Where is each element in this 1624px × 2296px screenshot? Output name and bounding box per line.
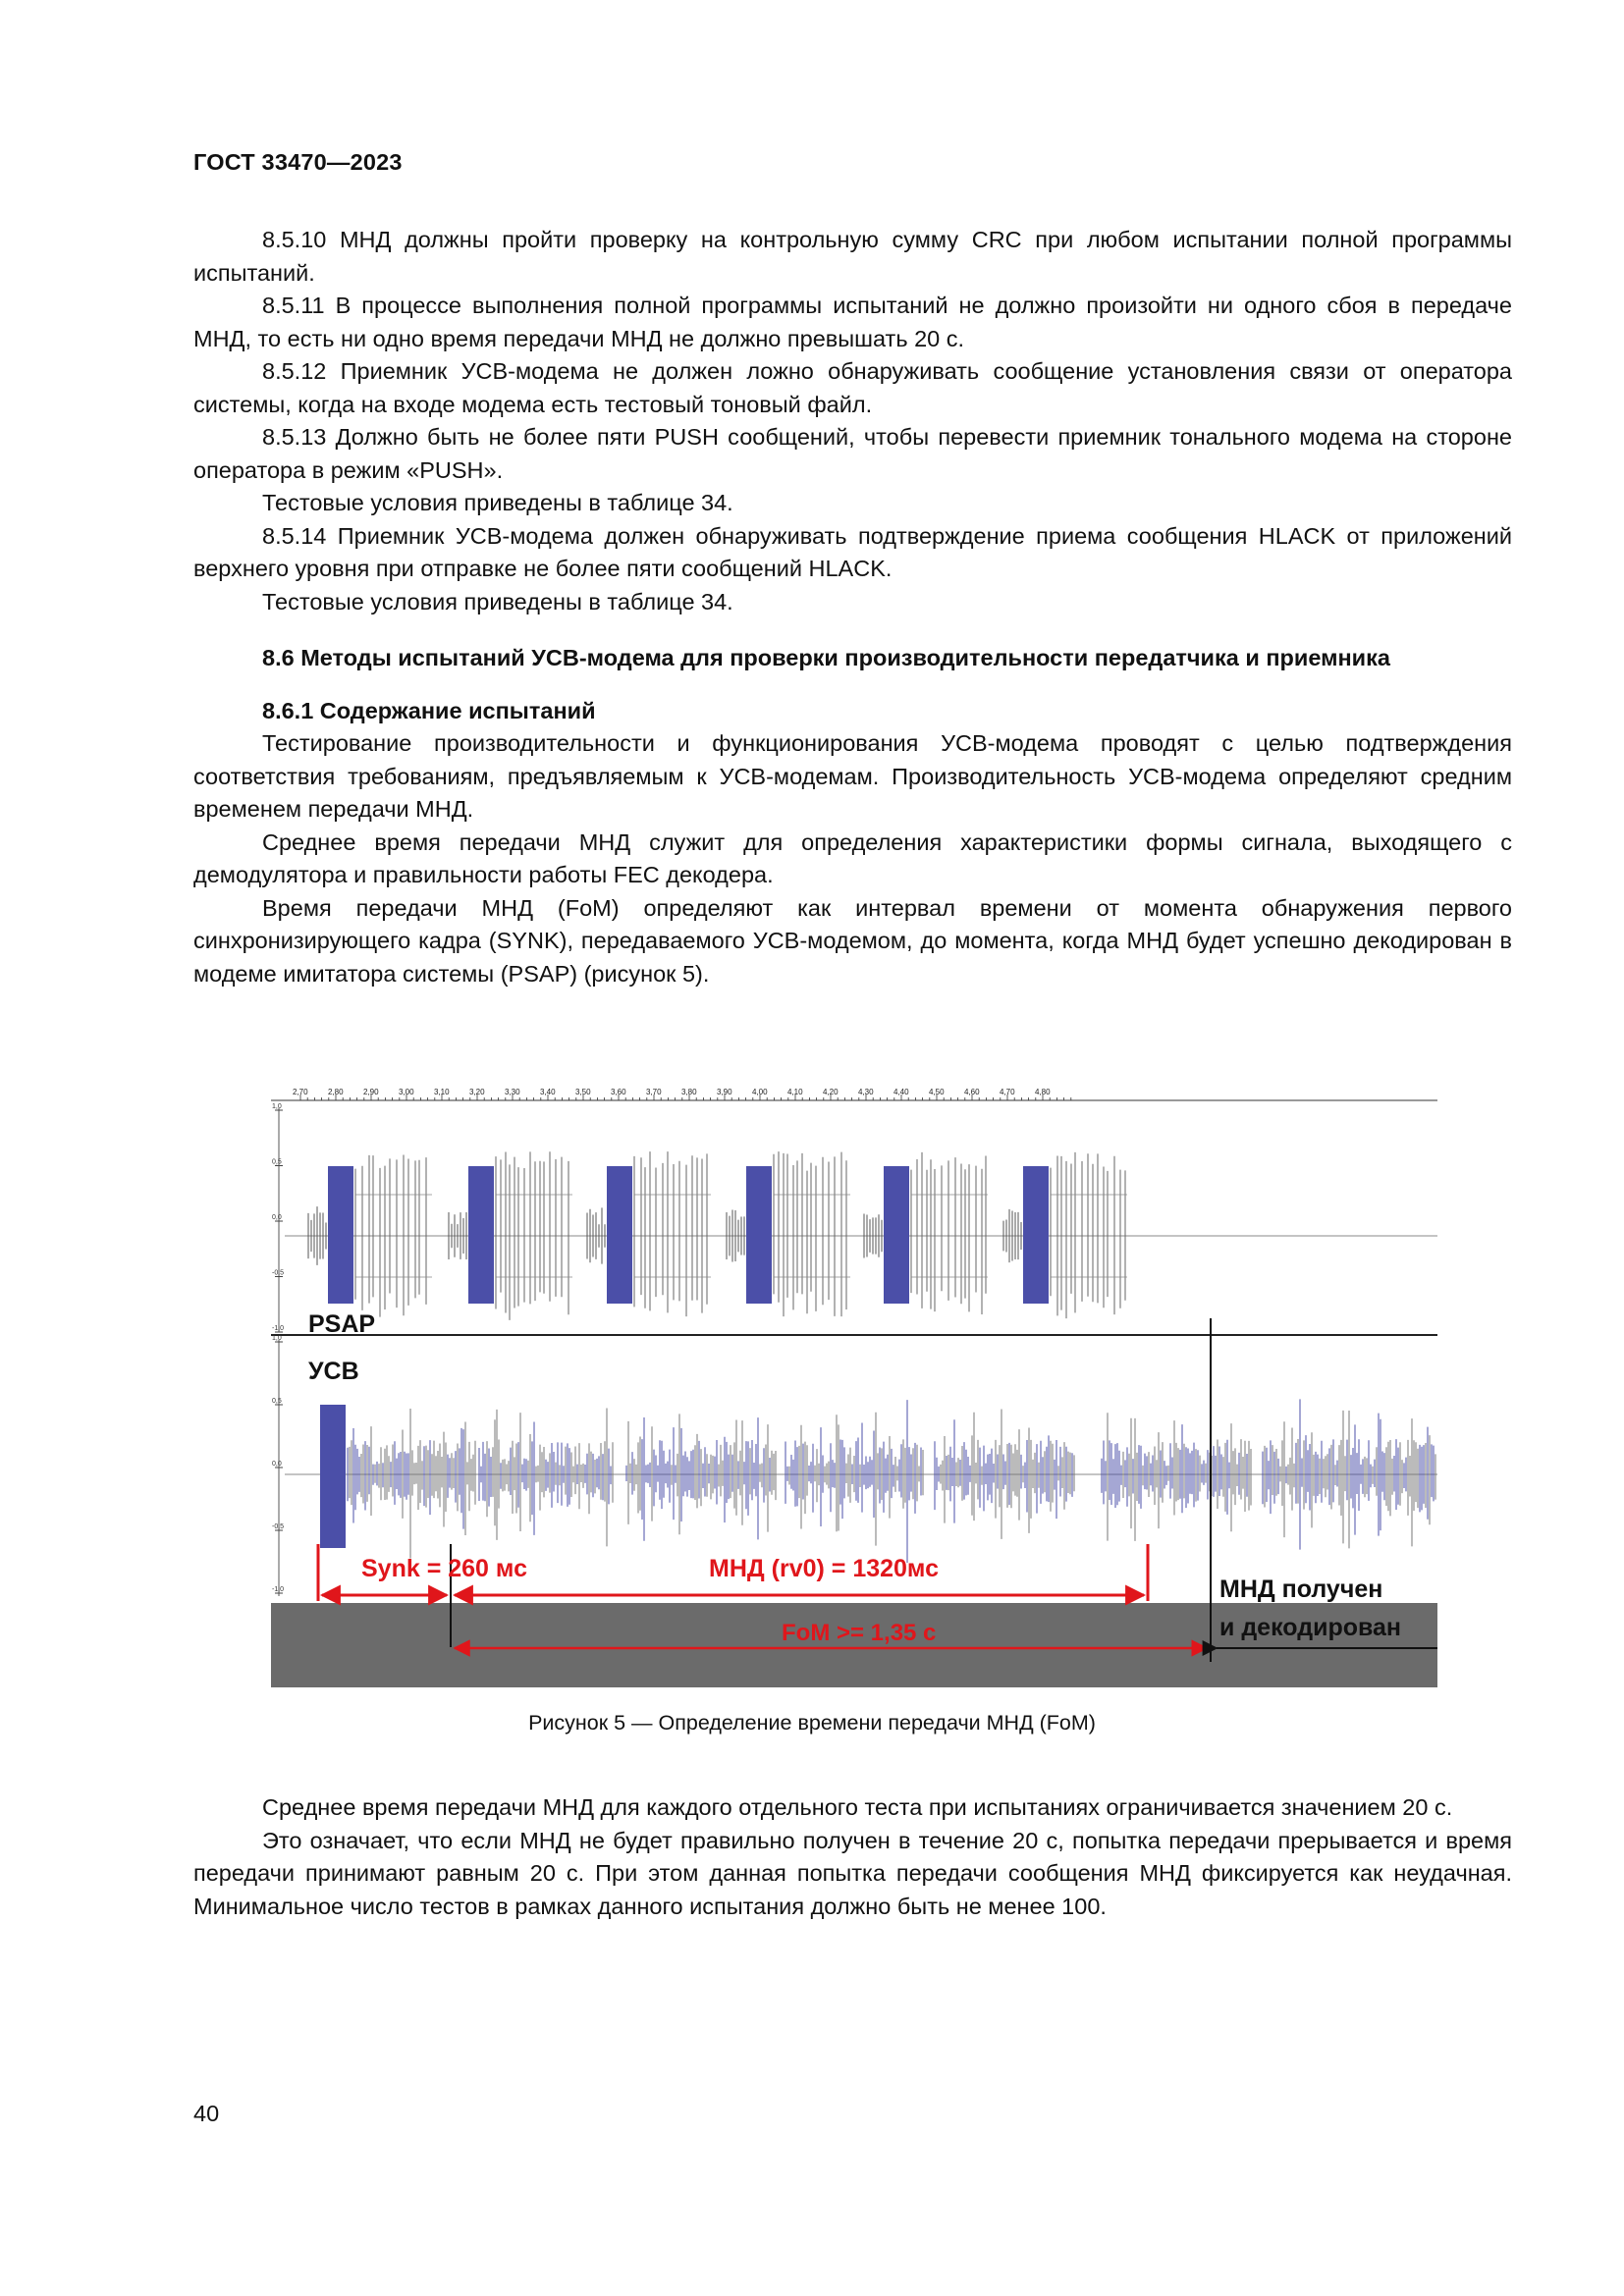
amplitude-tick-label: -1,0 (272, 1586, 285, 1593)
time-tick-label: 4,00 (752, 1088, 768, 1096)
time-tick-label: 3,40 (540, 1088, 556, 1096)
amplitude-tick-label: 0,5 (272, 1158, 282, 1166)
amplitude-tick-label: -0,5 (272, 1269, 285, 1277)
paragraph-fom-definition: Время передачи МНД (FoM) определяют как интервал времени от момента обнаружения первого синхронизирующего кадра (SYNK), передаваемого УСВ-модемом, до момента, когда МНД будет успешно декодирован в модеме имитатора системы (PSAP) (рисунок 5). (193, 894, 1512, 987)
paragraph-8-5-11: 8.5.11 В процессе выполнения полной программы испытаний не должно произойти ни одного сбоя в передаче МНД, то есть ни одно время передачи МНД не должно превышать 20 с. (193, 293, 1512, 351)
time-tick-label: 4,30 (858, 1088, 874, 1096)
time-tick-label: 4,60 (964, 1088, 980, 1096)
paragraph-test-conditions-2: Тестовые условия приведены в таблице 34. (262, 588, 733, 614)
paragraph-8-5-10: 8.5.10 МНД должны пройти проверку на контрольную сумму CRC при любом испытании полной программы испытаний. (193, 227, 1512, 286)
psap-burst (328, 1166, 353, 1304)
psap-burst (746, 1166, 772, 1304)
standard-header: ГОСТ 33470—2023 (193, 149, 403, 175)
time-tick-label: 4,70 (1000, 1088, 1015, 1096)
time-tick-label: 3,60 (611, 1088, 626, 1096)
page-number: 40 (193, 2101, 220, 2126)
time-tick-label: 3,50 (575, 1088, 591, 1096)
time-tick-label: 4,10 (787, 1088, 803, 1096)
time-tick-label: 3,80 (681, 1088, 697, 1096)
usv-label: УСВ (308, 1358, 359, 1385)
amplitude-tick-label: -0,5 (272, 1523, 285, 1530)
section-8-5-text (193, 224, 1512, 990)
fom-label: FoM >= 1,35 с (782, 1620, 937, 1646)
time-tick-label: 3,10 (434, 1088, 450, 1096)
psap-burst (884, 1166, 909, 1304)
amplitude-tick-label: 0,5 (272, 1398, 282, 1405)
mnd-label: МНД (rv0) = 1320мс (709, 1555, 939, 1582)
amplitude-tick-label: 0,0 (272, 1461, 282, 1468)
psap-burst (468, 1166, 494, 1304)
synk-label: Synk = 260 мс (361, 1555, 527, 1582)
paragraph-8-5-14: 8.5.14 Приемник УСВ-модема должен обнаруживать подтверждение приема сообщения HLACK от приложений верхнего уровня при отправке не более пяти сообщений HLACK. (193, 522, 1512, 581)
psap-label: PSAP (308, 1310, 376, 1338)
amplitude-tick-label: 1,0 (272, 1335, 282, 1342)
waveform-diagram (271, 1083, 1437, 1687)
time-tick-label: 3,70 (646, 1088, 662, 1096)
time-tick-label: 4,40 (893, 1088, 909, 1096)
received-label-line2: и декодирован (1219, 1614, 1402, 1641)
time-tick-label: 4,20 (823, 1088, 839, 1096)
time-tick-label: 4,80 (1035, 1088, 1051, 1096)
paragraph-time-limit: Среднее время передачи МНД для каждого отдельного теста при испытаниях ограничивается значением 20 с. (262, 1794, 1453, 1820)
time-tick-label: 2,70 (293, 1088, 308, 1096)
paragraph-8-5-13: 8.5.13 Должно быть не более пяти PUSH сообщений, чтобы перевести приемник тонального модема на стороне оператора в режим «PUSH». (193, 424, 1512, 483)
received-label-line1: МНД получен (1219, 1575, 1383, 1603)
paragraph-average-time: Среднее время передачи МНД служит для определения характеристики формы сигнала, выходящего с демодулятора и правильности работы FEC декодера. (193, 828, 1512, 887)
paragraph-testing-purpose: Тестирование производительности и функционирования УСВ-модема проводят с целью подтверждения соответствия требованиям, предъявляемым к УСВ-модемам. Производительность УСВ-модема определяют средним временем передачи МНД. (193, 730, 1512, 822)
time-tick-label: 4,50 (929, 1088, 945, 1096)
time-tick-label: 2,80 (328, 1088, 344, 1096)
section-bottom-text (193, 1791, 1512, 1923)
amplitude-tick-label: 1,0 (272, 1103, 282, 1110)
time-tick-label: 3,20 (469, 1088, 485, 1096)
time-tick-label: 3,30 (505, 1088, 520, 1096)
paragraph-test-conditions-1: Тестовые условия приведены в таблице 34. (262, 490, 733, 515)
amplitude-tick-label: 0,0 (272, 1214, 282, 1221)
amplitude-tick-label: -1,0 (272, 1325, 285, 1332)
paragraph-time-limit-meaning: Это означает, что если МНД не будет правильно получен в течение 20 с, попытка передачи прерывается и время передачи принимают равным 20 с. При этом данная попытка передачи сообщения МНД фиксируется как неудачная. Минимальное число тестов в рамках данного испытания должно быть не менее 100. (193, 1827, 1512, 1919)
figure-5-waveform (271, 1083, 1437, 1687)
time-tick-label: 3,90 (717, 1088, 732, 1096)
psap-burst (607, 1166, 632, 1304)
figure-caption: Рисунок 5 — Определение времени передачи МНД (FoM) (528, 1711, 1096, 1735)
time-tick-label: 3,00 (399, 1088, 414, 1096)
subsection-heading-8-6-1: 8.6.1 Содержание испытаний (262, 697, 596, 723)
psap-burst (1023, 1166, 1049, 1304)
usv-initial-burst (320, 1405, 346, 1548)
paragraph-8-5-12: 8.5.12 Приемник УСВ-модема не должен ложно обнаруживать сообщение установления связи от оператора системы, когда на входе модема есть тестовый тоновый файл. (193, 358, 1512, 417)
section-heading-8-6: 8.6 Методы испытаний УСВ-модема для проверки производительности передатчика и приемника (262, 645, 1390, 670)
time-tick-label: 2,90 (363, 1088, 379, 1096)
